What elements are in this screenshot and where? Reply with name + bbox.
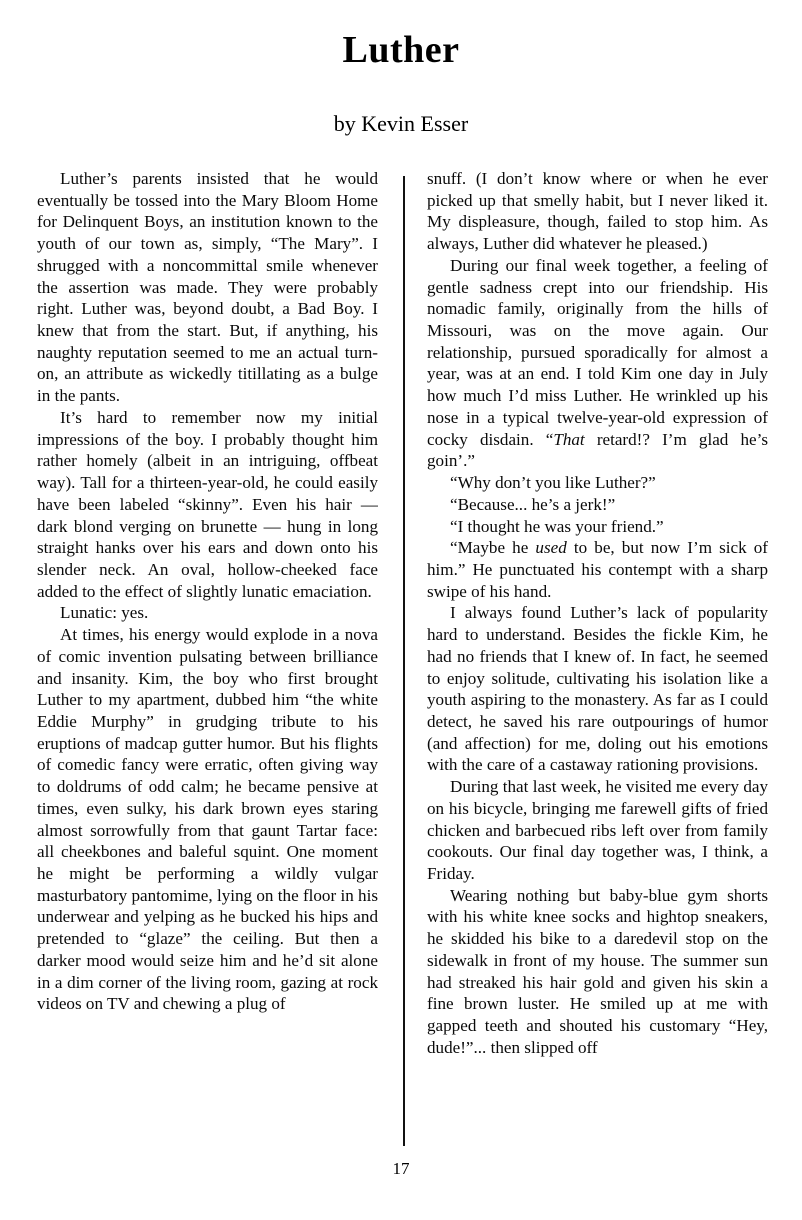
text-run: “Why don’t you like Luther?”: [450, 473, 656, 493]
text-run: Wearing nothing but baby-blue gym shorts with his white knee socks and hightop sneakers, he skidded his bike to a daredevil stop on the sidewalk in front of my house. The summer sun had streaked his hair gold and given his skin a fine brown luster. He smiled up at me with gapped teeth and shouted his customary “Hey, dude!”... then slipped off: [427, 885, 768, 1057]
text-run: During that last week, he visited me every day on his bicycle, bringing me farewell gifts of fried chicken and barbecued ribs left over from family cookouts. Our final day together was, I think, a Friday.: [427, 777, 768, 883]
paragraph: [427, 776, 768, 885]
paragraph: [427, 168, 768, 255]
text-run: “Maybe he: [450, 538, 536, 558]
text-run: I always found Luther’s lack of popularity hard to understand. Besides the fickle Kim, he had no friends that I knew of. In fact, he seemed to enjoy solitude, cultivating his isolation like a youth aspiring to the monastery. As far as I could detect, he saved his rare outpourings of humor (and affection) for me, doling out his emotions with the care of a castaway rationing provisions.: [427, 603, 768, 775]
paragraph: Lunatic: yes.: [60, 603, 149, 623]
paragraph: It’s hard to remember now my initial impressions of the boy. I probably thought him rather homely (albeit in an intriguing, offbeat way). Tall for a thirteen-year-old, he could easily have been labeled “skinny”. Even his hair — dark blond verging on brunette — hung in long straight hanks over his ears and down onto his slender neck. An oval, hollow-cheeked face added to the effect of slightly lunatic emaciation.: [37, 407, 378, 601]
emphasis-text: That: [553, 429, 585, 449]
page-number: 17: [392, 1159, 410, 1178]
paragraph: [427, 494, 768, 516]
byline: by Kevin Esser: [333, 111, 469, 136]
text-run: snuff. (I don’t know where or when he ever picked up that smelly habit, but I never liked it. My displeasure, though, failed to stop him. As always, Luther did whatever he pleased.): [427, 169, 768, 254]
paragraph: [427, 537, 768, 602]
text-run: retard!? I’m glad he’s goin’.”: [427, 429, 768, 471]
text-run: “Because... he’s a jerk!”: [450, 494, 616, 514]
paragraph: [427, 472, 768, 494]
text-run: During our final week together, a feeling of gentle sadness crept into our friendship. His nomadic family, originally from the hills of Missouri, was on the move again. Our relationship, pursued sporadically for almost a year, was at an end. I told Kim one day in July how much I’d miss Luther. He wrinkled up his nose in a typical twelve-year-old expression of cocky disdain. “: [427, 255, 768, 449]
text-run: “I thought he was your friend.”: [450, 516, 664, 536]
column-left: [37, 168, 378, 1150]
page-title: Luther: [342, 29, 460, 71]
paragraph: At times, his energy would explode in a nova of comic invention pulsating between brilliance and insanity. Kim, the boy who first brought Luther to my apartment, dubbed him “the white Eddie Murphy” in grudging tribute to his eruptions of madcap gutter humor. But his flights of comedic fancy were erratic, often giving way to doldrums of odd calm; he became pensive at times, even sulky, his dark brown eyes staring almost sorrowfully from that gaunt Tartar face: all cheekbones and baleful squint. One moment he might be performing a wildly vulgar masturbatory pantomime, lying on the floor in his underwear and yelping as he bucked his hips and pretended to “glaze” the ceiling. But then a darker mood would seize him and he’d sit alone in a dim corner of the living room, gazing at rock videos on TV and chewing a plug of: [37, 625, 378, 1014]
paragraph: [427, 885, 768, 1059]
emphasis-text: used: [535, 538, 567, 558]
paragraph: [427, 255, 768, 472]
text-run: to be, but now I’m sick of him.” He punctuated his contempt with a sharp swipe of his hand.: [427, 538, 768, 601]
column-right: [427, 168, 768, 1150]
paragraph: Luther’s parents insisted that he would eventually be tossed into the Mary Bloom Home for Delinquent Boys, an institution known to the youth of our town as, simply, “The Mary”. I shrugged with a noncommittal smile whenever the assertion was made. They were probably right. Luther was, beyond doubt, a Bad Boy. I knew that from the start. But, if anything, his naughty reputation seemed to me an actual turn-on, an attribute as wickedly titillating as a bulge in the pants.: [37, 169, 378, 406]
paragraph: [427, 602, 768, 776]
paragraph: [427, 516, 768, 538]
body-columns: [0, 168, 802, 1150]
